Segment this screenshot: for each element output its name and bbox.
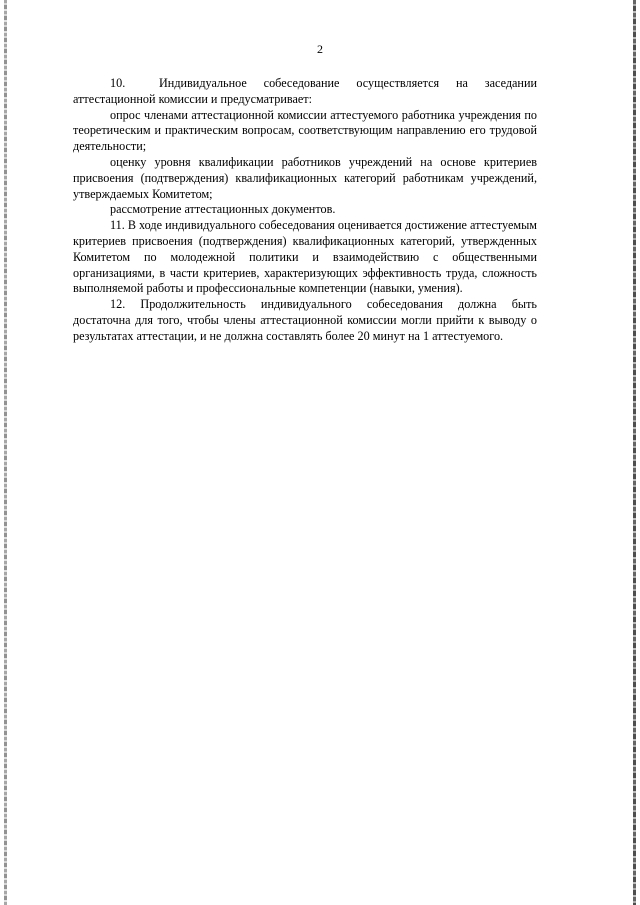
document-body — [73, 76, 537, 345]
paragraph-documents: рассмотрение аттестационных документов. — [110, 202, 336, 217]
scan-edge-right — [633, 0, 636, 905]
page-number: 2 — [317, 42, 323, 56]
scan-edge-left — [4, 0, 7, 905]
paragraph-item-10: 10. Индивидуальное собеседование осуществляется на заседании аттестационной комиссии и предусматривает: — [73, 76, 537, 106]
paragraph-item-12: 12. Продолжительность индивидуального собеседования должна быть достаточна для того, чтобы члены аттестационной комиссии могли прийти к выводу о результатах аттестации, и не должна составлять более 20 минут на 1 аттестуемого. — [73, 297, 537, 343]
paragraph-item-11: 11. В ходе индивидуального собеседования оценивается достижение аттестуемым критериев присвоения (подтверждения) квалификационных категорий, утвержденных Комитетом по молодежной политики и взаимодействию с общественными организациями, в части критериев, характеризующих эффективность труда, сложность выполняемой работы и профессиональные компетенции (навыки, умения). — [73, 218, 537, 296]
paragraph-survey: опрос членами аттестационной комиссии аттестуемого работника учреждения по теоретическим и практическим вопросам, соответствующим направлению его трудовой деятельности; — [73, 107, 537, 154]
paragraph-qualification: оценку уровня квалификации работников учреждений на основе критериев присвоения (подтверждения) квалификационных категорий работникам учреждений, утверждаемых Комитетом; — [73, 154, 537, 201]
